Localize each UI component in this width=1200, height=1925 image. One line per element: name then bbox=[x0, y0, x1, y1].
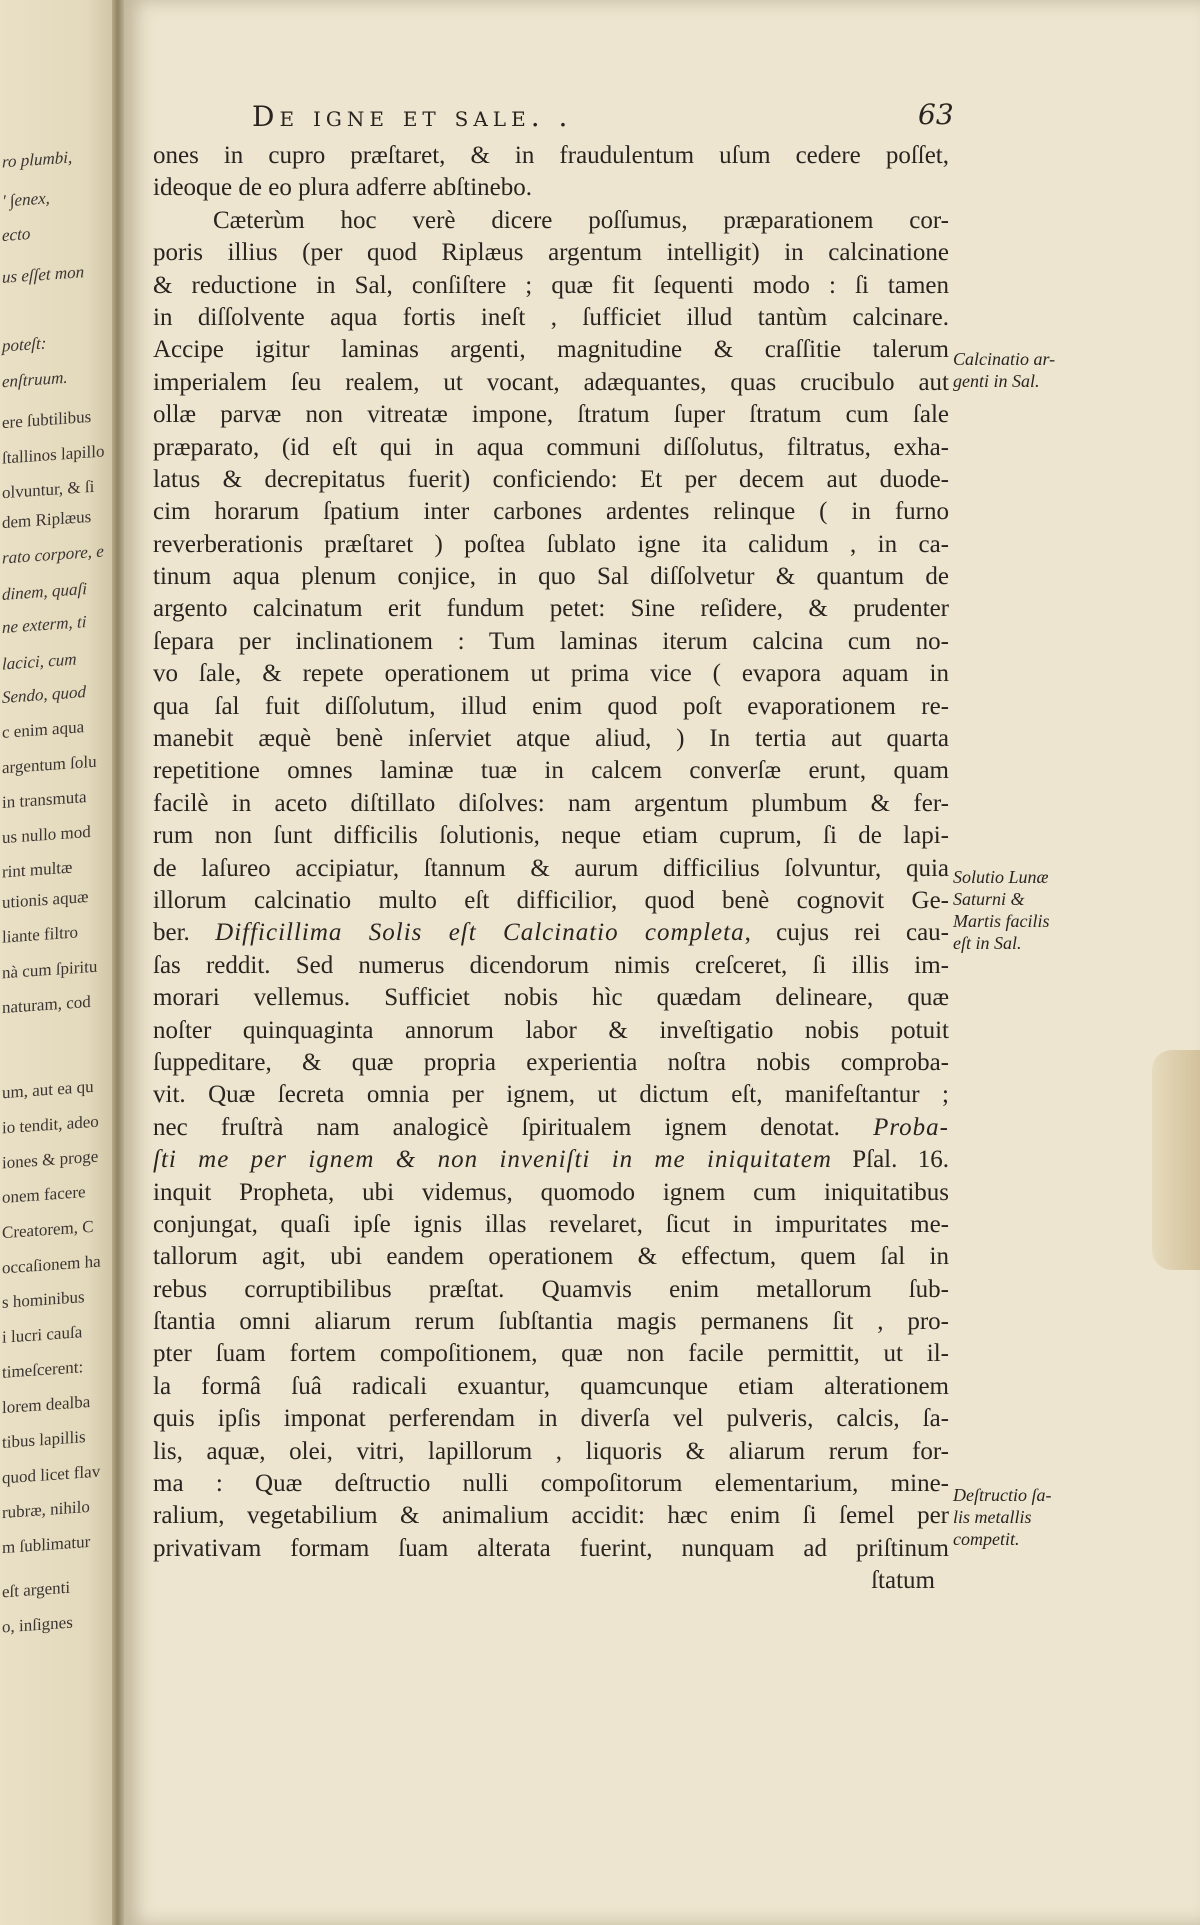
body-line: lis, aquæ, olei, vitri, lapillorum , liquoris & aliarum rerum for- bbox=[153, 1437, 949, 1465]
body-line: Cæterùm hoc verè dicere poſſumus, præparationem cor- bbox=[213, 206, 949, 234]
facing-page-line: utionis aquæ bbox=[2, 886, 89, 913]
facing-page-line: ere ſubtilibus bbox=[2, 406, 92, 433]
facing-page-line: ecto bbox=[2, 224, 31, 245]
facing-page-line: poteſt: bbox=[2, 333, 47, 356]
running-head: De igne et sale. . bbox=[252, 100, 573, 133]
facing-page-line: ' ∫enex, bbox=[2, 188, 50, 211]
marginal-note-line: genti in Sal. bbox=[953, 371, 1040, 391]
italic-quote: Difficillima Solis eſt Calcinatio completa bbox=[215, 919, 745, 947]
body-line bbox=[153, 1112, 949, 1144]
text-run: , cujus rei cau- bbox=[744, 919, 950, 947]
facing-page-line: io tendit, adeo bbox=[2, 1111, 99, 1138]
body-line: de laſureo accipiatur, ſtannum & aurum difficilius ſolvuntur, quia bbox=[153, 854, 949, 882]
body-line: qua ſal fuit diſſolutum, illud enim quod poſt evaporationem re- bbox=[153, 692, 949, 720]
body-line: rebus corruptibilibus præſtat. Quamvis enim metallorum ſub- bbox=[153, 1275, 949, 1303]
marginal-note-line: competit. bbox=[953, 1529, 1020, 1549]
italic-quote: Proba- bbox=[873, 1113, 949, 1141]
text-run: Pſal. 16. bbox=[831, 1146, 949, 1174]
body-line: imperialem ſeu realem, ut vocant, adæquantes, quas crucibulo aut bbox=[153, 368, 949, 396]
facing-page-line: enſtruum. bbox=[2, 367, 68, 392]
text-run: ber. bbox=[153, 919, 216, 947]
body-line: reverberationis præſtaret ) poſtea ſublato igne ita calidum , in ca- bbox=[153, 530, 949, 558]
body-line bbox=[153, 1144, 949, 1176]
facing-page-line: rato corpore, e bbox=[2, 541, 104, 568]
body-line: illorum calcinatio multo eſt difficilior, quod benè cognovit Ge- bbox=[153, 886, 949, 914]
body-line: pter ſuam fortem compoſitionem, quæ non facile permittit, ut il- bbox=[153, 1340, 949, 1368]
marginal-note-line: Solutio Lunæ bbox=[953, 867, 1049, 887]
facing-page-line: dinem, quaſi bbox=[2, 579, 87, 604]
body-line: privativam formam ſuam alterata fuerint, nunquam ad priſtinum bbox=[153, 1534, 949, 1562]
facing-page-line: um, aut ea qu bbox=[2, 1076, 94, 1103]
facing-page-line: olvuntur, & ſi bbox=[2, 476, 95, 503]
facing-page-line: onem facere bbox=[2, 1182, 86, 1207]
body-line: tallorum agit, ubi eandem operationem & effectum, quem ſal in bbox=[153, 1243, 949, 1271]
body-line: argento calcinatum erit fundum petet: Sine reſidere, & prudenter bbox=[153, 595, 949, 623]
facing-page-line: us nullo mod bbox=[2, 821, 91, 848]
body-line: morari vellemus. Sufficiet nobis hìc quædam delineare, quæ bbox=[153, 984, 949, 1012]
body-line: in diſſolvente aqua fortis ineſt , ſufficiet illud tantùm calcinare. bbox=[153, 303, 949, 331]
facing-page-line: quod licet flav bbox=[2, 1461, 101, 1488]
facing-page-line: o, inſignes bbox=[2, 1612, 73, 1637]
facing-page-line: eſt argenti bbox=[2, 1577, 71, 1602]
marginal-note-line: Martis facilis bbox=[953, 911, 1050, 931]
body-line: vo ſale, & repete operationem ut prima vice ( evapora aquam in bbox=[153, 660, 949, 688]
body-text bbox=[153, 140, 949, 1598]
marginal-note-line: Saturni & bbox=[953, 889, 1025, 909]
body-line: facilè in aceto diſtillato diſolves: nam argentum plumbum & fer- bbox=[153, 789, 949, 817]
facing-page-line: c enim aqua bbox=[2, 717, 85, 742]
facing-page-line: Sendo, quod bbox=[2, 682, 87, 707]
italic-quote: ſti me per ignem & non inveniſti in me iniquitatem bbox=[153, 1146, 832, 1174]
body-line: manebit æquè benè inſerviet atque aliud, ) In tertia aut quarta bbox=[153, 725, 949, 753]
facing-page-line: rubræ, nihilo bbox=[2, 1496, 90, 1523]
body-line: latus & decrepitatus fuerit) conficiendo: Et per decem aut duode- bbox=[153, 465, 949, 493]
facing-page-line: iones & proge bbox=[2, 1146, 99, 1173]
body-line: ralium, vegetabilium & animalium accidit: hæc enim ſi ſemel per bbox=[153, 1502, 949, 1530]
page-header bbox=[252, 98, 954, 136]
body-line: quis ipſis imponat perferendam in diverſa vel pulveris, calcis, ſa- bbox=[153, 1405, 949, 1433]
facing-page-line: argentum ſolu bbox=[2, 751, 97, 778]
facing-page-line: in transmuta bbox=[2, 787, 87, 812]
facing-page-line: naturam, cod bbox=[2, 991, 91, 1018]
body-line: Accipe igitur laminas argenti, magnitudine & craſſitie talerum bbox=[153, 336, 949, 364]
facing-page-line: Creatorem, C bbox=[2, 1216, 94, 1243]
marginal-note-solutio bbox=[953, 866, 1103, 954]
body-line: repetitione omnes laminæ tuæ in calcem converſæ erunt, quam bbox=[153, 757, 949, 785]
facing-page-line: ſtallinos lapillo bbox=[2, 441, 105, 468]
page-edge-shadow bbox=[1152, 1050, 1200, 1270]
facing-page-line: i lucri cauſa bbox=[2, 1322, 83, 1347]
page-number: 63 bbox=[918, 98, 954, 131]
body-line: præparato, (id eſt qui in aqua communi diſſolutus, filtratus, exha- bbox=[153, 433, 949, 461]
facing-page-line: timeſcerent: bbox=[2, 1357, 84, 1382]
body-line: ma : Quæ deſtructio nulli compoſitorum elementarium, mine- bbox=[153, 1470, 949, 1498]
marginal-note-line: Calcinatio ar- bbox=[953, 349, 1056, 369]
body-line: tinum aqua plenum conjice, in quo Sal diſſolvetur & quantum de bbox=[153, 563, 949, 591]
facing-page-line: rint multæ bbox=[2, 857, 73, 882]
body-line: ollæ parvæ non vitreatæ impone, ſtratum ſuper ſtratum cum ſale bbox=[153, 401, 949, 429]
facing-page-line: liante filtro bbox=[2, 922, 79, 947]
body-line: ſtantia omni aliarum rerum ſubſtantia magis permanens ſit , pro- bbox=[153, 1308, 949, 1336]
body-line: poris illius (per quod Riplæus argentum intelligit) in calcinatione bbox=[153, 239, 949, 267]
facing-page-fragment bbox=[0, 0, 124, 1925]
facing-page-line: lorem dealba bbox=[2, 1391, 91, 1418]
body-line: ſepara per inclinationem : Tum laminas iterum calcina cum no- bbox=[153, 627, 949, 655]
facing-page-line: occaſionem ha bbox=[2, 1251, 101, 1278]
marginal-note-calcinatio bbox=[953, 348, 1103, 392]
marginal-note-line: Deſtructio ſa- bbox=[953, 1485, 1052, 1505]
marginal-note-line: lis metallis bbox=[953, 1507, 1032, 1527]
text-run: nec fruſtrà nam analogicè ſpiritualem ignem denotat. bbox=[153, 1113, 874, 1141]
body-line: vit. Quæ ſecreta omnia per ignem, ut dictum eſt, manifeſtantur ; bbox=[153, 1081, 949, 1109]
facing-page-line: ro plumbi, bbox=[2, 147, 73, 172]
body-line: rum non ſunt difficilis ſolutionis, neque etiam cuprum, ſi de lapi- bbox=[153, 822, 949, 850]
body-line: ideoque de eo plura adferre abſtinebo. bbox=[153, 174, 532, 202]
facing-page-line: ne exterm, ti bbox=[2, 612, 87, 637]
body-line: inquit Propheta, ubi videmus, quomodo ignem cum iniquitatibus bbox=[153, 1178, 949, 1206]
body-line: ſuppeditare, & quæ propria experientia noſtra nobis comproba- bbox=[153, 1048, 949, 1076]
facing-page-line: dem Riplæus bbox=[2, 506, 92, 533]
catchword: ſtatum bbox=[871, 1567, 935, 1595]
facing-page-line: lacici, cum bbox=[2, 649, 77, 674]
facing-page-line: m ſublimatur bbox=[2, 1531, 91, 1558]
body-line: noſter quinquaginta annorum labor & inveſtigatio nobis potuit bbox=[153, 1016, 949, 1044]
body-line: la formâ ſuâ radicali exuantur, quamcunque etiam alterationem bbox=[153, 1372, 949, 1400]
body-line: ones in cupro præſtaret, & in fraudulentum uſum cedere poſſet, bbox=[153, 142, 949, 169]
body-line bbox=[153, 917, 949, 949]
facing-page-line: s hominibus bbox=[2, 1287, 85, 1312]
marginal-note-line: eſt in Sal. bbox=[953, 933, 1022, 953]
facing-page-line: us eſſet mon bbox=[2, 262, 85, 287]
body-line: conjungat, quaſi ipſe ignis illas revelaret, ſicut in impuritates me- bbox=[153, 1210, 949, 1238]
body-line: & reductione in Sal, conſiſtere ; quæ fit ſequenti modo : ſi tamen bbox=[153, 271, 949, 299]
facing-page-line: tibus lapillis bbox=[2, 1427, 86, 1452]
body-line: ſas reddit. Sed numerus dicendorum nimis creſceret, ſi illis im- bbox=[153, 951, 949, 979]
facing-page-line: nà cum ſpiritu bbox=[2, 956, 98, 983]
body-line: cim horarum ſpatium inter carbones ardentes relinque ( in furno bbox=[153, 498, 949, 526]
marginal-note-destructio bbox=[953, 1484, 1103, 1550]
